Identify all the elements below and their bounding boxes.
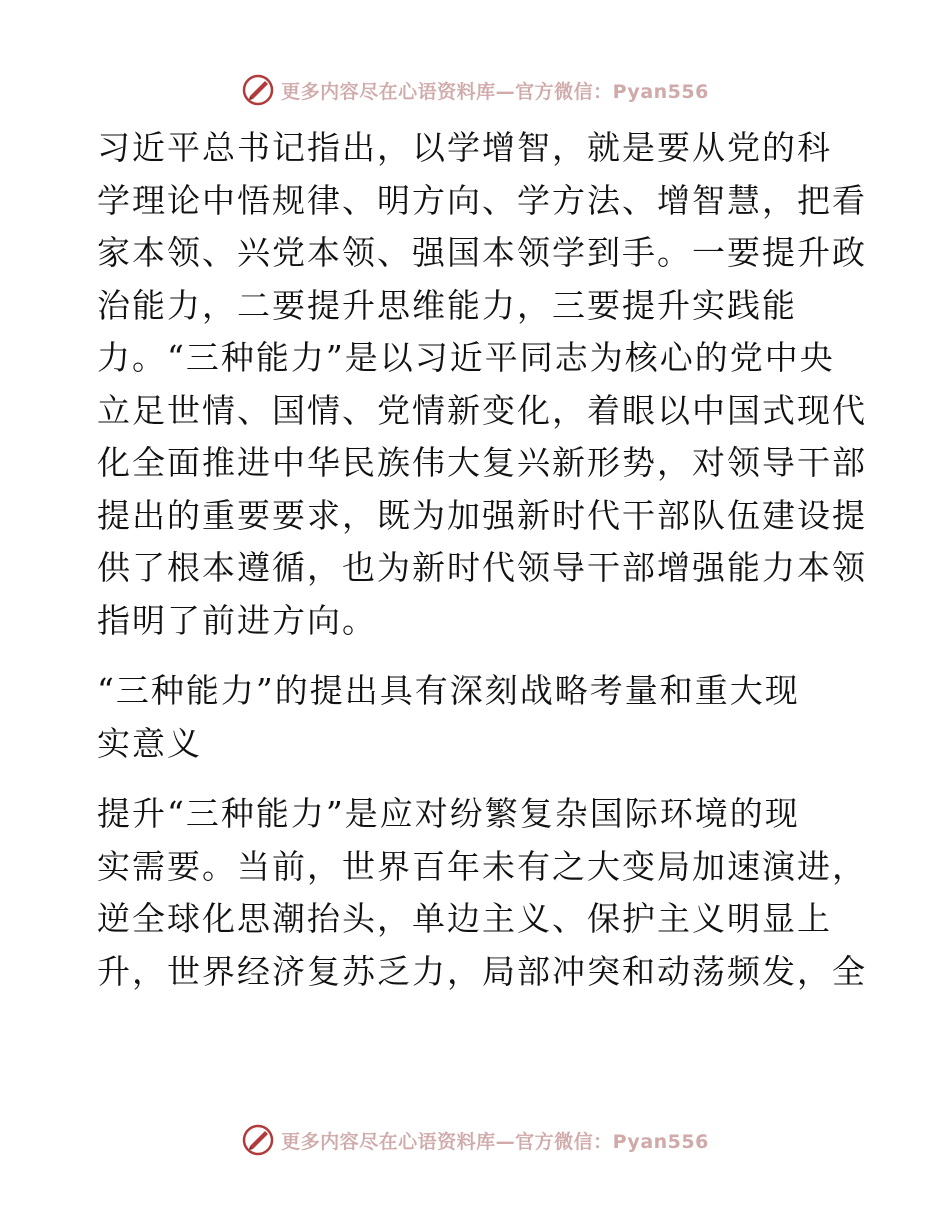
text-line: 治能力，二要提升思维能力，三要提升实践能 bbox=[97, 285, 797, 325]
watermark-banner-top bbox=[0, 70, 950, 110]
text-line: 供了根本遵循，也为新时代领导干部增强能力本领 bbox=[97, 548, 867, 587]
text-line: 家本领、兴党本领、强国本领学到手。一要提升政 bbox=[97, 233, 867, 272]
text-line: 提出的重要要求，既为加强新时代干部队伍建设提 bbox=[97, 495, 867, 535]
text-line: 立足世情、国情、党情新变化，着眼以中国式现代 bbox=[97, 390, 867, 430]
text-line: 习近平总书记指出，以学增智，就是要从党的科 bbox=[97, 128, 832, 167]
text-line: 实需要。当前，世界百年未有之大变局加速演进， bbox=[97, 846, 867, 886]
document-body bbox=[97, 122, 867, 998]
watermark-text-top: 更多内容尽在心语资料库—官方微信：Pyan556 bbox=[281, 80, 709, 103]
watermark-text-bottom: 更多内容尽在心语资料库—官方微信：Pyan556 bbox=[281, 1130, 709, 1153]
logo-icon bbox=[241, 73, 275, 107]
paragraph-1 bbox=[97, 122, 867, 647]
paragraph-heading bbox=[97, 665, 857, 770]
text-line: “三种能力”的提出具有深刻战略考量和重大现 bbox=[97, 671, 800, 710]
text-line: 学理论中悟规律、明方向、学方法、增智慧，把看 bbox=[97, 180, 867, 220]
text-line: 实意义 bbox=[97, 723, 202, 763]
logo-icon bbox=[241, 1123, 275, 1157]
watermark-banner-bottom bbox=[0, 1120, 950, 1160]
text-line: 升，世界经济复苏乏力，局部冲突和动荡频发，全 bbox=[97, 951, 867, 991]
text-line: 指明了前进方向。 bbox=[97, 600, 377, 640]
text-line: 提升“三种能力”是应对纷繁复杂国际环境的现 bbox=[97, 794, 800, 833]
text-line: 化全面推进中华民族伟大复兴新形势，对领导干部 bbox=[97, 443, 867, 482]
text-line: 逆全球化思潮抬头，单边主义、保护主义明显上 bbox=[97, 899, 832, 938]
paragraph-spacer bbox=[97, 770, 857, 788]
paragraph-3 bbox=[97, 788, 867, 998]
text-line: 力。“三种能力”是以习近平同志为核心的党中央 bbox=[97, 338, 835, 377]
paragraph-spacer bbox=[97, 647, 857, 665]
